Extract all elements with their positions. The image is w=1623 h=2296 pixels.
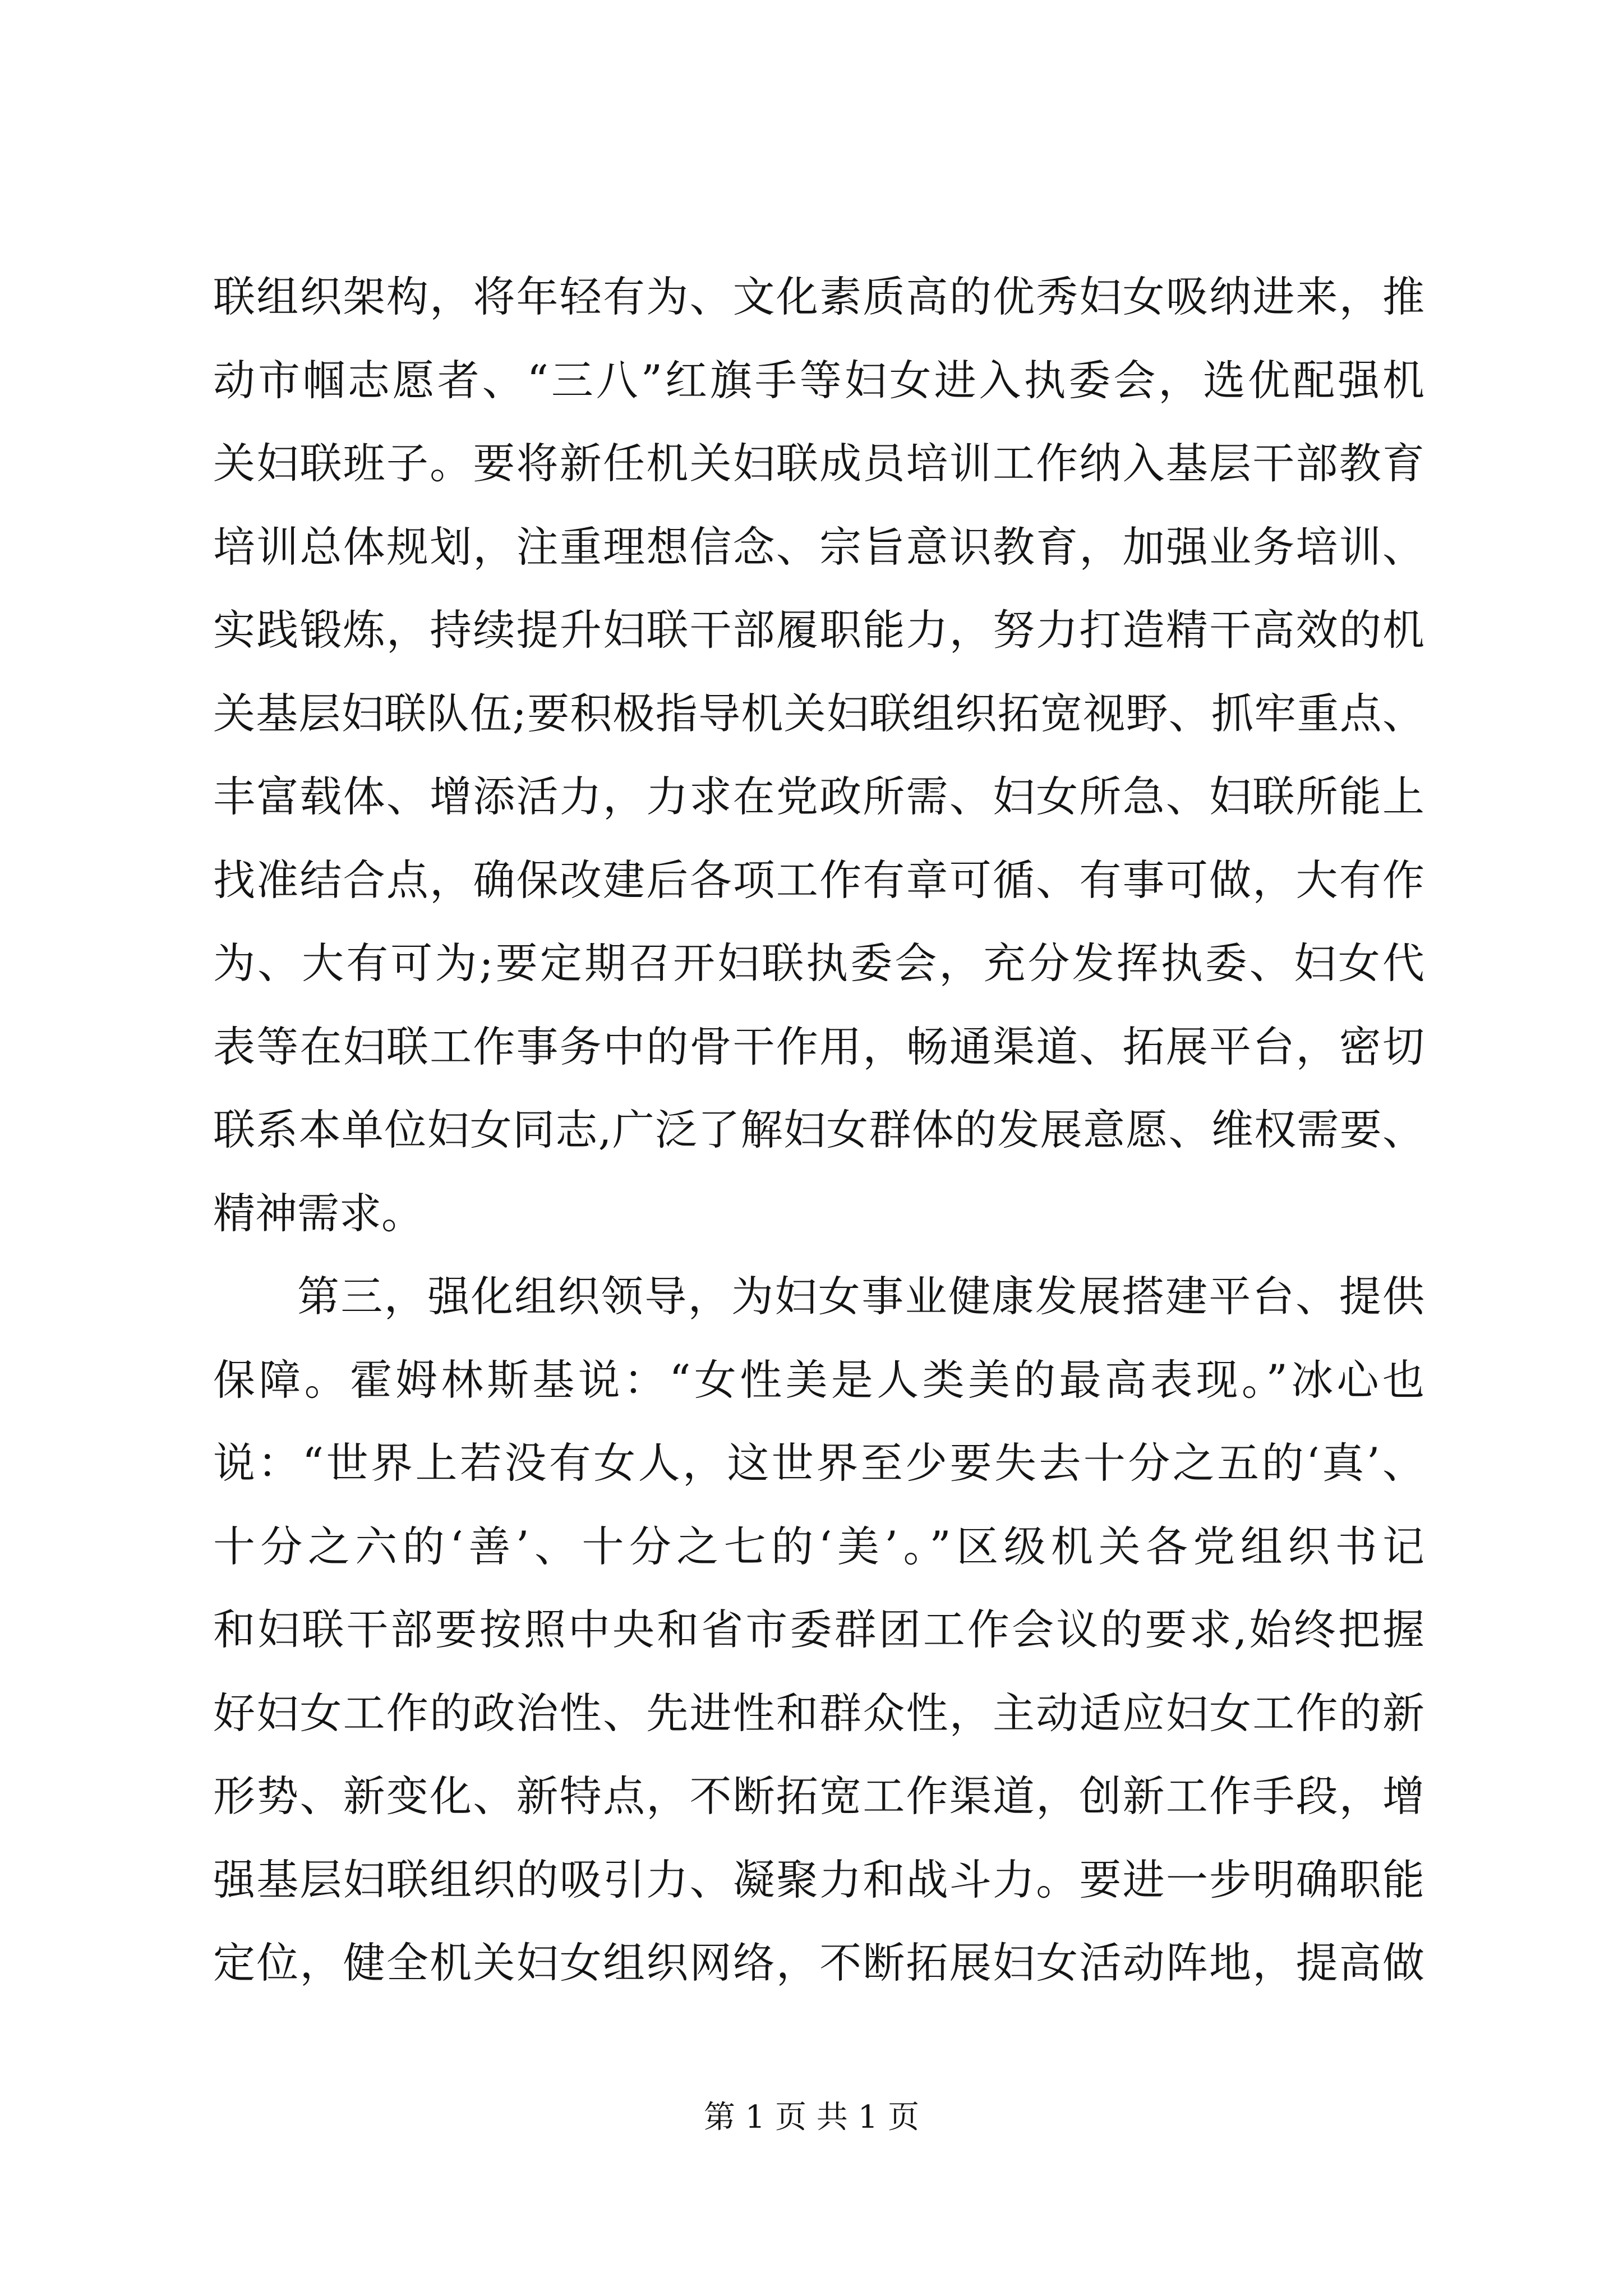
- paragraph-1-line-2: 动市帼志愿者、“三八”红旗手等妇女进入执委会，选优配强机: [213, 355, 1424, 405]
- paragraph-1-line-11: 联系本单位妇女同志,广泛了解妇女群体的发展意愿、维权需要、: [213, 1105, 1424, 1154]
- paragraph-1-line-5: 实践锻炼，持续提升妇联干部履职能力，努力打造精干高效的机: [213, 605, 1424, 655]
- paragraph-2-line-3: 说：“世界上若没有女人，这世界至少要失去十分之五的‘真’、: [213, 1438, 1424, 1488]
- body-text: [213, 255, 1424, 2005]
- page-footer: [0, 2098, 1623, 2137]
- page-number-label: 第 1 页 共 1 页: [703, 2099, 920, 2136]
- paragraph-1-line-7: 丰富载体、增添活力，力求在党政所需、妇女所急、妇联所能上: [213, 772, 1424, 821]
- paragraph-1-line-8: 找准结合点，确保改建后各项工作有章可循、有事可做，大有作: [213, 855, 1424, 905]
- paragraph-2-line-2: 保障。霍姆林斯基说：“女性美是人类美的最高表现。”冰心也: [213, 1355, 1424, 1405]
- paragraph-2-line-5: 和妇联干部要按照中央和省市委群团工作会议的要求,始终把握: [213, 1605, 1424, 1654]
- paragraph-2-line-4: 十分之六的‘善’、十分之七的‘美’。”区级机关各党组织书记: [213, 1521, 1424, 1571]
- paragraph-1-line-9: 为、大有可为;要定期召开妇联执委会，充分发挥执委、妇女代: [213, 938, 1424, 988]
- paragraph-1-line-12: 精神需求。: [213, 1188, 424, 1238]
- paragraph-1-line-4: 培训总体规划，注重理想信念、宗旨意识教育，加强业务培训、: [213, 522, 1424, 572]
- paragraph-2-line-7: 形势、新变化、新特点，不断拓宽工作渠道，创新工作手段，增: [213, 1772, 1424, 1821]
- paragraph-2-line-8: 强基层妇联组织的吸引力、凝聚力和战斗力。要进一步明确职能: [213, 1855, 1424, 1904]
- paragraph-1-line-6: 关基层妇联队伍;要积极指导机关妇联组织拓宽视野、抓牢重点、: [213, 688, 1424, 738]
- paragraph-1-line-1: 联组织架构，将年轻有为、文化素质高的优秀妇女吸纳进来，推: [213, 272, 1424, 321]
- paragraph-2-line-1: 第三，强化组织领导，为妇女事业健康发展搭建平台、提供: [297, 1272, 1424, 1321]
- paragraph-1-line-10: 表等在妇联工作事务中的骨干作用，畅通渠道、拓展平台，密切: [213, 1022, 1424, 1071]
- paragraph-2-line-9: 定位，健全机关妇女组织网络，不断拓展妇女活动阵地，提高做: [213, 1938, 1424, 1987]
- paragraph-2-line-6: 好妇女工作的政治性、先进性和群众性，主动适应妇女工作的新: [213, 1688, 1424, 1738]
- paragraph-1-line-3: 关妇联班子。要将新任机关妇联成员培训工作纳入基层干部教育: [213, 439, 1424, 488]
